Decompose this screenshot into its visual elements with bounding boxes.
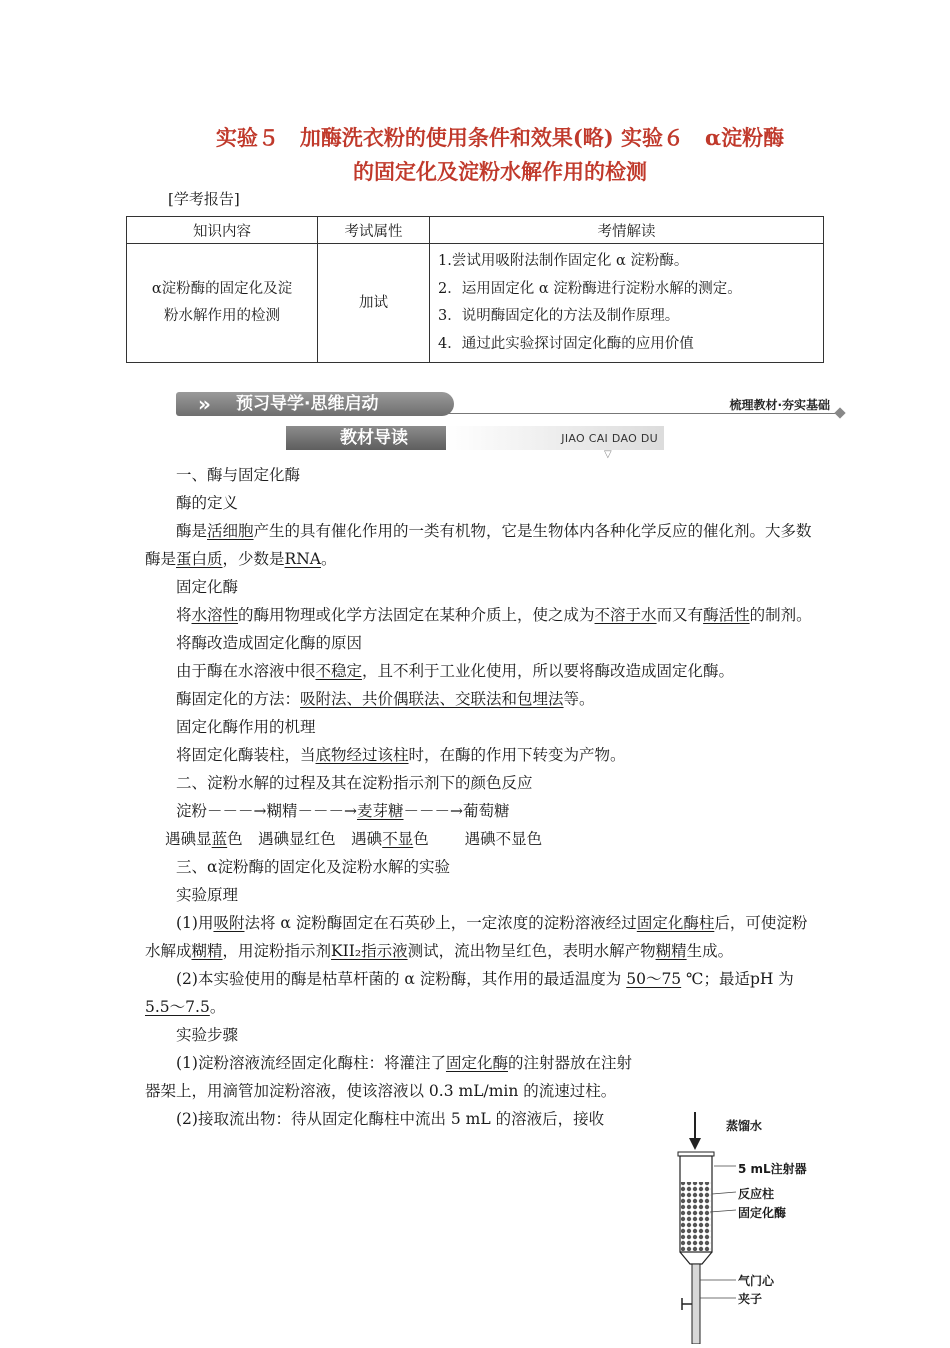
paragraph: (2)接取流出物：待从固定化酶柱中流出 5 mL 的溶液后，接收: [176, 1110, 605, 1128]
table-header: 考试属性: [318, 217, 430, 244]
label-distilled-water: 蒸馏水: [726, 1119, 763, 1133]
paragraph: 酶固定化的方法：吸附法、共价偶联法、交联法和包埋法等。: [176, 690, 595, 708]
section-heading: 一、酶与固定化酶: [176, 466, 301, 484]
label-enzyme: 固定化酶: [738, 1206, 787, 1220]
subsection-title: 教材导读: [340, 428, 408, 448]
section-heading: 二、淀粉水解的过程及其在淀粉指示剂下的颜色反应: [176, 774, 533, 792]
chevron-right-icon: »: [198, 392, 211, 416]
table-header: 考情解读: [430, 217, 824, 244]
paragraph: 酶是活细胞产生的具有催化作用的一类有机物，它是生物体内各种化学反应的催化剂。大多数酶是蛋白质，少数是RNA。: [145, 522, 812, 568]
subheading: 固定化酶: [176, 578, 239, 596]
interpretation-item: 1.尝试用吸附法制作固定化 α 淀粉酶。: [438, 253, 689, 269]
content-body: [145, 461, 815, 1133]
table-row: [127, 244, 824, 363]
paragraph: 将固定化酶装柱，当底物经过该柱时，在酶的作用下转变为产物。: [176, 746, 626, 764]
syringe-column-diagram: [650, 1108, 830, 1344]
subheading: 酶的定义: [176, 494, 239, 512]
table-cell-interpretation: [430, 244, 824, 363]
diagram-drawing: [650, 1108, 830, 1344]
interpretation-item: 3．说明酶固定化的方法及制作原理。: [438, 308, 680, 324]
section-heading: 三、α淀粉酶的固定化及淀粉水解的实验: [176, 858, 450, 876]
label-syringe: 5 mL注射器: [738, 1162, 807, 1176]
exam-info-table: [126, 216, 824, 363]
banner-subtitle: 梳理教材·夯实基础: [729, 398, 830, 412]
table-header: 知识内容: [127, 217, 318, 244]
interpretation-item: 2．运用固定化 α 淀粉酶进行淀粉水解的测定。: [438, 280, 742, 297]
section-banner: [176, 390, 844, 418]
paragraph: (1)用吸附法将 α 淀粉酶固定在石英砂上，一定浓度的淀粉溶液经过固定化酶柱后，可使淀粉水解成糊精，用淀粉指示剂KII₂指示液测试，流出物呈红色，表明水解产物糊精生成。: [145, 914, 808, 960]
hydrolysis-chain: 淀粉－－－→糊精－－－→麦芽糖－－－→葡萄糖: [176, 802, 510, 820]
banner-title: 预习导学·思维启动: [236, 394, 379, 414]
table-header-row: [127, 217, 824, 244]
subsection-english: JIAO CAI DAO DU: [561, 432, 658, 445]
color-reactions: 遇碘显蓝色 遇碘显红色 遇碘不显色 遇碘不显色: [165, 830, 543, 848]
table-cell-content: α淀粉酶的固定化及淀 粉水解作用的检测: [127, 244, 318, 363]
diamond-icon: [834, 407, 845, 418]
subsection-banner: [286, 426, 664, 460]
table-cell-attribute: 加试: [318, 244, 430, 363]
paragraph: 将水溶性的酶用物理或化学方法固定在某种介质上，使之成为不溶于水而又有酶活性的制剂。: [176, 606, 812, 624]
paragraph: (2)本实验使用的酶是枯草杆菌的 α 淀粉酶，其作用的最适温度为 50～75 ℃；最适pH 为 5.5～7.5。: [145, 970, 794, 1016]
paragraph: 由于酶在水溶液中很不稳定，且不利于工业化使用，所以要将酶改造成固定化酶。: [176, 662, 735, 680]
subheading: 实验原理: [176, 886, 239, 904]
paragraph: (1)淀粉溶液流经固定化酶柱：将灌注了固定化酶的注射器放在注射器架上，用滴管加淀粉溶液，使该溶液以 0.3 mL/min 的流速过柱。: [145, 1054, 632, 1100]
label-column: 反应柱: [738, 1187, 775, 1201]
label-clip: 夹子: [738, 1292, 763, 1306]
report-label: [学考报告]: [168, 190, 240, 208]
label-valve: 气门心: [738, 1274, 775, 1288]
chevron-down-icon: ▽: [604, 449, 612, 460]
page-title-line2: 的固定化及淀粉水解作用的检测: [353, 159, 647, 184]
interpretation-item: 4．通过此实验探讨固定化酶的应用价值: [438, 335, 694, 352]
subheading: 实验步骤: [176, 1026, 239, 1044]
subheading: 将酶改造成固定化酶的原因: [176, 634, 363, 652]
page-title-line1: 实验５ 加酶洗衣粉的使用条件和效果(略) 实验６ α淀粉酶: [215, 125, 785, 150]
subheading: 固定化酶作用的机理: [176, 718, 316, 736]
